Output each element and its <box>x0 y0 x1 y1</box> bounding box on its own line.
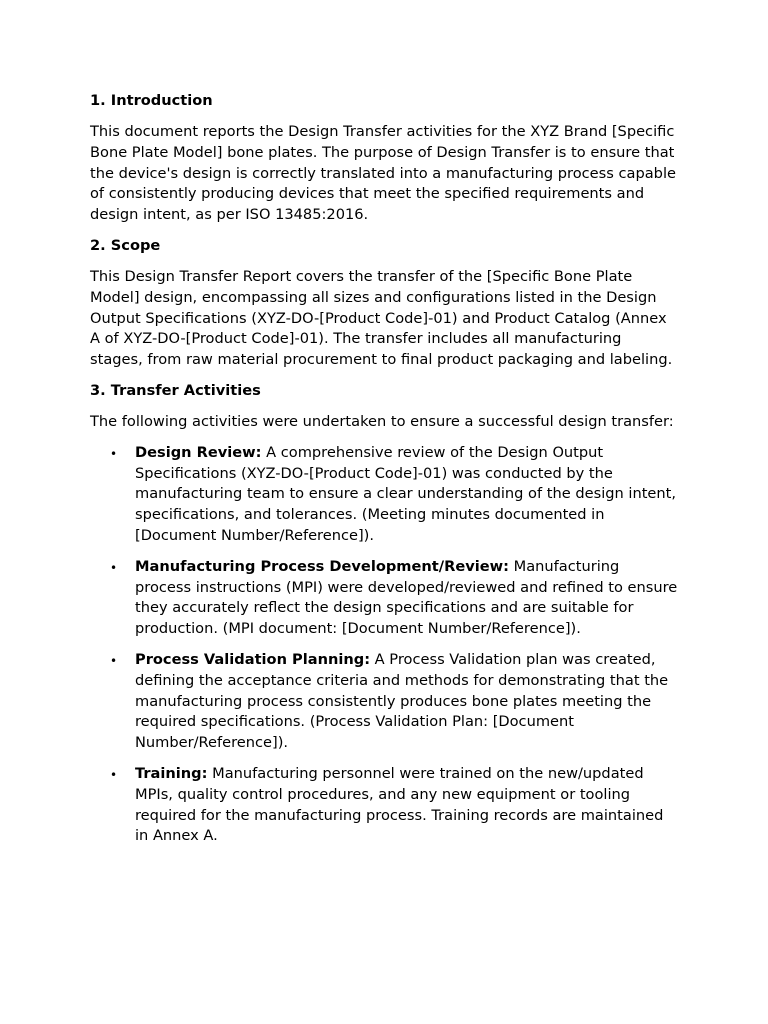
list-item <box>110 650 678 754</box>
section-heading: 2. Scope <box>90 236 161 254</box>
activity-text: A comprehensive review of the Design Output Specifications (XYZ-DO-[Product Code]-01) was conducted by the manufacturing team to ensure a clear understanding of the design intent, specifications, and tolerances. (Meeting minutes documented in [Document Number/Reference]). <box>135 443 677 544</box>
section-heading: 1. Introduction <box>90 92 213 109</box>
activity-label: Process Validation Planning: <box>135 650 371 668</box>
section-introduction <box>90 91 678 226</box>
section-scope <box>90 236 678 371</box>
section-paragraph: This document reports the Design Transfer activities for the XYZ Brand [Specific Bone Plate Model] bone plates. The purpose of Design Transfer is to ensure that the device's design is correctly translated into a manufacturing process capable of consistently producing devices that meet the specified requirements and design intent, as per ISO 13485:2016. <box>90 123 676 224</box>
section-heading: 3. Transfer Activities <box>90 381 261 399</box>
activity-label: Manufacturing Process Development/Review: <box>135 557 509 575</box>
bullet-icon: • <box>110 446 118 461</box>
bullet-icon: • <box>110 560 118 575</box>
section-paragraph: This Design Transfer Report covers the transfer of the [Specific Bone Plate Model] design, encompassing all sizes and configurations listed in the Design Output Specifications (XYZ-DO-[Product Code]-01) and Product Catalog (Annex A of XYZ-DO-[Product Code]-01). The transfer includes all manufacturing stages, from raw material procurement to final product packaging and labeling. <box>90 267 673 369</box>
section-paragraph: The following activities were undertaken to ensure a successful design transfer: <box>90 412 674 430</box>
bullet-icon: • <box>110 653 118 668</box>
bullet-icon: • <box>110 767 118 782</box>
activity-label: Training: <box>135 764 208 782</box>
activity-text: Manufacturing process instructions (MPI) were developed/reviewed and refined to ensure they accurately reflect the design specifications and are suitable for production. (MPI document: [Document Number/Reference]). <box>135 557 678 638</box>
list-item <box>110 764 678 847</box>
list-item <box>110 443 678 547</box>
section-transfer-activities <box>90 381 678 847</box>
activity-text: A Process Validation plan was created, defining the acceptance criteria and methods for demonstrating that the manufacturing process consistently produces bone plates meeting the required specifications. (Process Validation Plan: [Document Number/Reference]). <box>135 650 669 752</box>
activity-label: Design Review: <box>135 443 262 461</box>
activity-text: Manufacturing personnel were trained on the new/updated MPIs, quality control procedures, and any new equipment or tooling required for the manufacturing process. Training records are maintained in Annex A. <box>135 764 664 845</box>
activities-list <box>90 443 678 847</box>
list-item <box>110 557 678 640</box>
